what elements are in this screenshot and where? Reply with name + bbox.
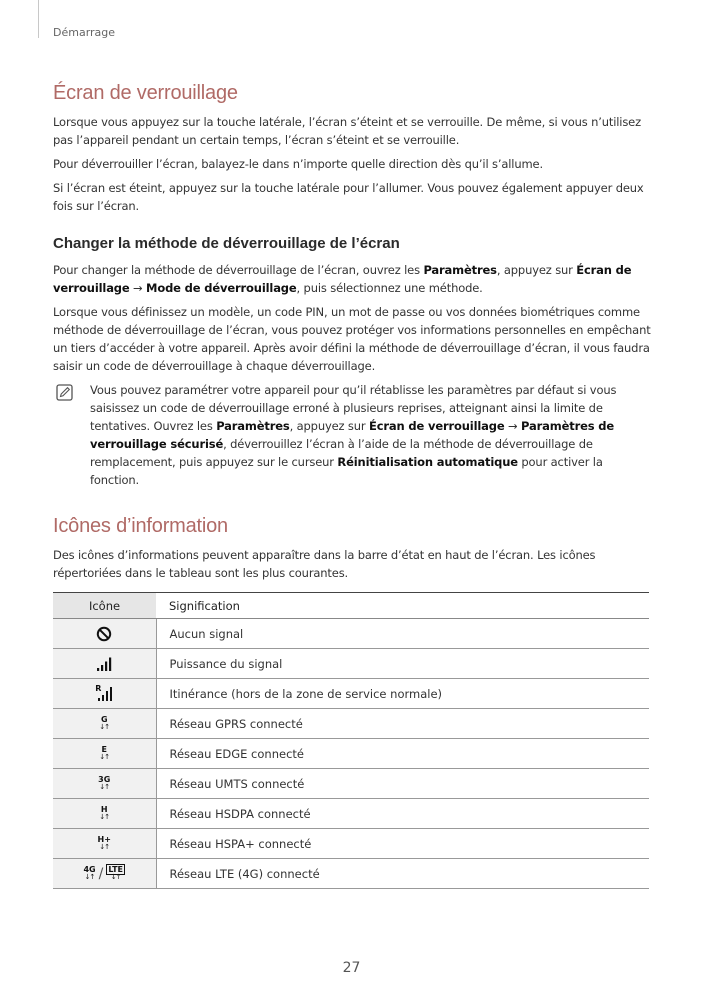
method-paragraph-2: Lorsque vous définissez un modèle, un code PIN, un mot de passe ou vos données biométriques comme méthode de déverrouillage de l’écran, vous pouvez protéger vos informations personnelles en empêchant un tiers d’accéder à votre appareil. Après avoir défini la méthode de déverrouillage d’écran, il vous faudra saisir un code de déverrouillage à chaque déverrouillage. bbox=[53, 305, 651, 373]
table-row bbox=[53, 709, 649, 739]
method-paragraph-1: Pour changer la méthode de déverrouillage de l’écran, ouvrez les Paramètres, appuyez sur Écran de verrouillage → Mode de déverrouillage, puis sélectionnez une méthode. bbox=[53, 263, 632, 295]
table-row bbox=[53, 649, 649, 679]
meaning-cell: Réseau UMTS connecté bbox=[156, 769, 649, 799]
table-row bbox=[53, 859, 649, 889]
info-paragraph-1: Des icônes d’informations peuvent apparaître dans la barre d’état en haut de l’écran. Les icônes répertoriées dans le tableau sont les plus courantes. bbox=[53, 548, 596, 580]
roaming-icon: R bbox=[95, 685, 113, 702]
lock-paragraph-2: Pour déverrouiller l’écran, balayez-le dans n’importe quelle direction dès qu’il s’allume. bbox=[53, 157, 543, 171]
gprs-icon: G ↓↑ bbox=[99, 715, 110, 731]
table-row bbox=[53, 829, 649, 859]
meaning-cell: Réseau GPRS connecté bbox=[156, 709, 649, 739]
column-header-meaning: Signification bbox=[156, 593, 649, 619]
page-content bbox=[53, 82, 651, 889]
page-number: 27 bbox=[342, 960, 361, 976]
meaning-cell: Réseau LTE (4G) connecté bbox=[156, 859, 649, 889]
table-row bbox=[53, 799, 649, 829]
table-row bbox=[53, 679, 649, 709]
4g-icon: 4G ↓↑ bbox=[83, 865, 96, 881]
note-pencil-icon bbox=[56, 384, 73, 401]
column-header-icon: Icône bbox=[53, 593, 156, 619]
meaning-cell: Réseau HSPA+ connecté bbox=[156, 829, 649, 859]
section-title-info-icons: Icônes d’information bbox=[53, 515, 228, 537]
table-row bbox=[53, 619, 649, 649]
subsection-title-unlock-method: Changer la méthode de déverrouillage de l’écran bbox=[53, 235, 400, 252]
icon-separator: / bbox=[98, 865, 104, 882]
lock-paragraph-3: Si l’écran est éteint, appuyez sur la touche latérale pour l’allumer. Vous pouvez également appuyer deux fois sur l’écran. bbox=[53, 181, 644, 213]
meaning-cell: Itinérance (hors de la zone de service normale) bbox=[156, 679, 649, 709]
table-row bbox=[53, 769, 649, 799]
table-header-row bbox=[53, 593, 649, 619]
meaning-cell: Aucun signal bbox=[156, 619, 649, 649]
signal-strength-icon bbox=[96, 656, 112, 672]
note-block bbox=[53, 381, 651, 489]
section-title-lock-screen: Écran de verrouillage bbox=[53, 82, 238, 104]
edge-icon: E ↓↑ bbox=[99, 745, 110, 761]
lte-icon bbox=[83, 866, 125, 882]
hsdpa-icon: H ↓↑ bbox=[99, 805, 110, 821]
lte-badge-icon: LTE ↓↑ bbox=[108, 865, 124, 881]
hspa-plus-icon: H+ ↓↑ bbox=[97, 835, 111, 851]
running-header: Démarrage bbox=[53, 26, 116, 39]
lock-paragraph-1: Lorsque vous appuyez sur la touche latérale, l’écran s’éteint et se verrouille. De même, si vous n’utilisez pas l’appareil pendant un certain temps, l’écran s’éteint et se verrouille. bbox=[53, 115, 641, 147]
status-icons-table bbox=[53, 592, 649, 889]
page-edge-rule bbox=[38, 0, 39, 38]
meaning-cell: Réseau HSDPA connecté bbox=[156, 799, 649, 829]
note-text: Vous pouvez paramétrer votre appareil pour qu’il rétablisse les paramètres par défaut si vous saisissez un code de déverrouillage erroné à plusieurs reprises, atteignant ainsi la limite de tentatives. Ouvrez les Paramètres, appuyez sur Écran de verrouillage → Paramètres de verrouillage sécurisé, déverrouillez l’écran à l’aide de la méthode de déverrouillage de remplacement, puis appuyez sur le curseur Réinitialisation automatique pour activer la fonction. bbox=[90, 383, 617, 487]
meaning-cell: Puissance du signal bbox=[156, 649, 649, 679]
meaning-cell: Réseau EDGE connecté bbox=[156, 739, 649, 769]
table-row bbox=[53, 739, 649, 769]
umts-icon: 3G ↓↑ bbox=[98, 775, 111, 791]
no-signal-icon bbox=[96, 626, 112, 642]
